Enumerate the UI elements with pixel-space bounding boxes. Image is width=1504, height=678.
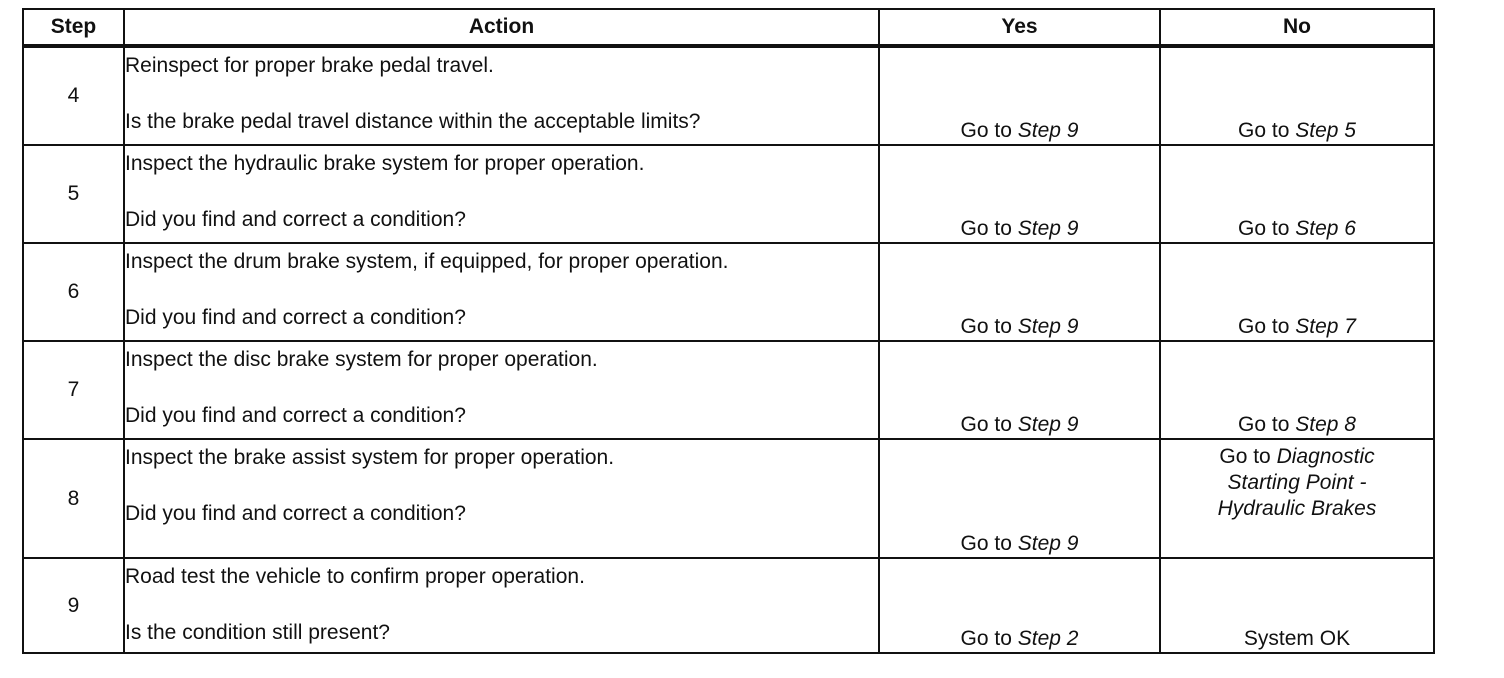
action-cell — [124, 46, 879, 145]
header-row — [23, 9, 1434, 46]
yes-step-ref: Step 9 — [1017, 413, 1079, 436]
table-row — [23, 46, 1434, 145]
no-cell — [1160, 46, 1434, 145]
action-text: Road test the vehicle to confirm proper operation. — [125, 565, 585, 588]
step-number: 6 — [23, 243, 124, 341]
system-ok-text: System OK — [1243, 627, 1351, 650]
yes-cell — [879, 145, 1160, 243]
no-cell — [1160, 243, 1434, 341]
yes-cell — [879, 439, 1160, 558]
header-no: No — [1160, 9, 1434, 46]
diagnostic-table — [22, 8, 1435, 654]
go-to-text: Go to — [1238, 315, 1290, 338]
go-to-text: Go to — [960, 413, 1012, 436]
table-row — [23, 439, 1434, 558]
yes-step-ref: Step 2 — [1017, 627, 1079, 650]
no-cell — [1160, 439, 1434, 558]
header-step: Step — [23, 9, 124, 46]
yes-cell — [879, 558, 1160, 653]
yes-step-ref: Step 9 — [1017, 532, 1079, 555]
action-text: Inspect the brake assist system for proper operation. — [125, 446, 615, 469]
header-action: Action — [124, 9, 879, 46]
action-cell — [124, 439, 879, 558]
yes-cell — [879, 243, 1160, 341]
action-text: Inspect the drum brake system, if equipped, for proper operation. — [125, 250, 729, 273]
action-question: Did you find and correct a condition? — [125, 208, 466, 231]
yes-step-ref: Step 9 — [1017, 217, 1079, 240]
table-row — [23, 341, 1434, 439]
go-to-text: Go to — [960, 315, 1012, 338]
go-to-text: Go to — [960, 627, 1012, 650]
no-cell — [1160, 145, 1434, 243]
go-to-text: Go to — [960, 119, 1012, 142]
no-step-ref: Step 5 — [1295, 119, 1356, 142]
yes-step-ref: Step 9 — [1017, 119, 1079, 142]
action-cell — [124, 558, 879, 653]
action-cell — [124, 243, 879, 341]
step-number: 8 — [23, 439, 124, 558]
step-number: 5 — [23, 145, 124, 243]
no-cell — [1160, 558, 1434, 653]
action-cell — [124, 341, 879, 439]
yes-cell — [879, 341, 1160, 439]
go-to-text: Go to — [960, 217, 1012, 240]
action-text: Reinspect for proper brake pedal travel. — [125, 54, 494, 77]
action-cell — [124, 145, 879, 243]
go-to-text: Go to — [960, 532, 1012, 555]
no-step-ref: Step 8 — [1295, 413, 1356, 436]
go-to-text: Go to — [1238, 217, 1290, 240]
go-to-text: Go to — [1238, 413, 1290, 436]
go-to-text: Go to — [1238, 119, 1290, 142]
action-text: Inspect the hydraulic brake system for proper operation. — [125, 152, 645, 175]
header-yes: Yes — [879, 9, 1160, 46]
action-text: Inspect the disc brake system for proper operation. — [125, 348, 598, 371]
table-row — [23, 243, 1434, 341]
no-ref-line-3: Hydraulic Brakes — [1217, 497, 1377, 520]
action-question: Is the condition still present? — [125, 621, 390, 644]
go-to-text: Go to — [1219, 445, 1271, 468]
table-row — [23, 558, 1434, 653]
step-number: 4 — [23, 46, 124, 145]
table-row — [23, 145, 1434, 243]
action-question: Is the brake pedal travel distance within the acceptable limits? — [125, 110, 701, 133]
no-ref-line-2: Starting Point - — [1227, 471, 1367, 494]
yes-cell — [879, 46, 1160, 145]
no-cell — [1160, 341, 1434, 439]
step-number: 7 — [23, 341, 124, 439]
step-number: 9 — [23, 558, 124, 653]
action-question: Did you find and correct a condition? — [125, 502, 466, 525]
action-question: Did you find and correct a condition? — [125, 404, 466, 427]
no-ref-line-1: Diagnostic — [1276, 445, 1375, 468]
no-step-ref: Step 7 — [1295, 315, 1356, 338]
action-question: Did you find and correct a condition? — [125, 306, 466, 329]
yes-step-ref: Step 9 — [1017, 315, 1079, 338]
no-step-ref: Step 6 — [1295, 217, 1356, 240]
